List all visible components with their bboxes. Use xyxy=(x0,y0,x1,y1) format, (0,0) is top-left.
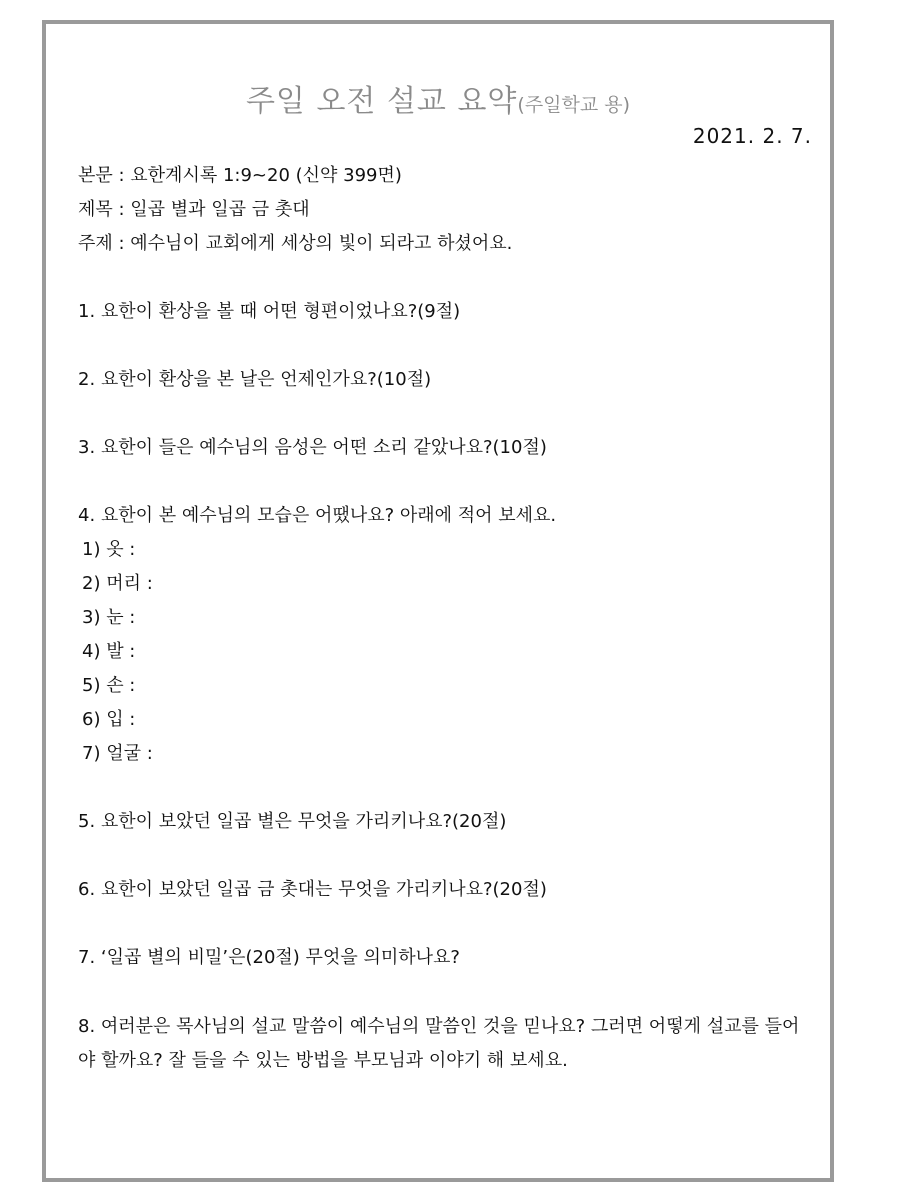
scripture-text: 본문 : 요한계시록 1:9~20 (신약 399면) xyxy=(78,165,402,186)
worksheet-page xyxy=(42,20,834,1182)
question-6: 6. 요한이 보았던 일곱 금 촛대는 무엇을 가리키나요?(20절) xyxy=(78,879,547,900)
question-4-item-head: 2) 머리 : xyxy=(82,573,153,594)
sermon-subject: 제목 : 일곱 별과 일곱 금 촛대 xyxy=(78,199,310,220)
question-8: 8. 여러분은 목사님의 설교 말씀이 예수님의 말씀인 것을 믿나요? 그러면 어떻게 설교를 들어야 할까요? 잘 들을 수 있는 방법을 부모님과 이야기 해 보세요. xyxy=(78,1016,800,1071)
question-1: 1. 요한이 환상을 볼 때 어떤 형편이었나요?(9절) xyxy=(78,301,461,322)
question-2: 2. 요한이 환상을 본 날은 언제인가요?(10절) xyxy=(78,369,432,390)
question-3: 3. 요한이 들은 예수님의 음성은 어떤 소리 같았나요?(10절) xyxy=(78,437,547,458)
question-4: 4. 요한이 본 예수님의 모습은 어땠나요? 아래에 적어 보세요. xyxy=(78,505,557,526)
question-4-item-clothes: 1) 옷 : xyxy=(82,539,136,560)
date: 2021. 2. 7. xyxy=(692,124,812,148)
question-4-item-mouth: 6) 입 : xyxy=(82,709,136,730)
question-4-item-hands: 5) 손 : xyxy=(82,675,136,696)
title-main: 주일 오전 설교 요약 xyxy=(245,84,518,119)
question-4-item-face: 7) 얼굴 : xyxy=(82,743,153,764)
question-5: 5. 요한이 보았던 일곱 별은 무엇을 가리키나요?(20절) xyxy=(78,811,507,832)
question-4-item-feet: 4) 발 : xyxy=(82,641,136,662)
question-7: 7. ‘일곱 별의 비밀’은(20절) 무엇을 의미하나요? xyxy=(78,947,460,968)
title-subtitle: (주일학교 용) xyxy=(517,94,631,116)
page-title xyxy=(46,76,830,120)
question-4-item-eyes: 3) 눈 : xyxy=(82,607,136,628)
sermon-theme: 주제 : 예수님이 교회에게 세상의 빛이 되라고 하셨어요. xyxy=(78,233,513,254)
